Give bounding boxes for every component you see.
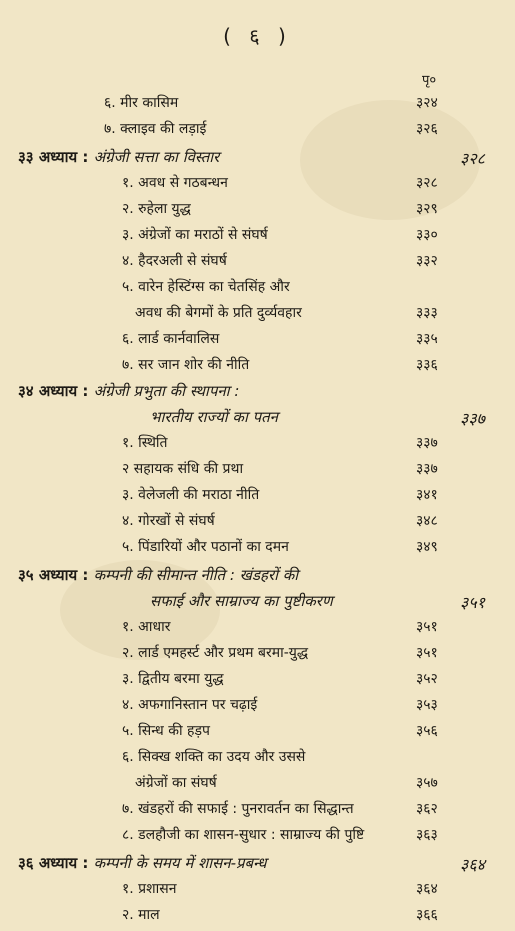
toc-entry-title: ६. मीर कासिम — [104, 95, 179, 111]
chapter-title: अंग्रेजी सत्ता का विस्तार — [93, 148, 220, 166]
toc-page-number: ३२९ — [416, 201, 438, 217]
toc-entry-title: २ सहायक संधि की प्रथा — [122, 461, 244, 477]
toc-entry-title: ५. सिन्ध की हड़प — [122, 723, 210, 739]
toc-page-number: ३५२ — [416, 671, 438, 687]
toc-entry — [0, 721, 515, 745]
toc-entry-title: अंग्रेजों का संघर्ष — [135, 775, 217, 791]
toc-entry-title: ६. लार्ड कार्नवालिस — [122, 331, 220, 347]
toc-entry-title: २. रुहेला युद्ध — [122, 201, 191, 217]
toc-entry — [0, 277, 515, 301]
chapter-heading — [0, 565, 515, 591]
toc-entry — [0, 119, 515, 143]
toc-entry — [0, 905, 515, 929]
toc-entry-title: ७. सर जान शोर की नीति — [122, 357, 250, 373]
toc-entry — [0, 879, 515, 903]
toc-entry — [0, 355, 515, 379]
page-number-header: ( ६ ) — [223, 24, 292, 48]
chapter-title: कम्पनी के समय में शासन-प्रबन्ध — [93, 854, 267, 872]
toc-entry-title: २. माल — [122, 907, 160, 923]
toc-entry-title: ४. अफगानिस्तान पर चढ़ाई — [122, 697, 258, 713]
toc-entry-title: ७. क्लाइव की लड़ाई — [104, 121, 207, 137]
toc-entry-title: ४. हैदरअली से संघर्ष — [122, 253, 227, 269]
toc-entry-title: ५. पिंडारियों और पठानों का दमन — [122, 539, 289, 555]
toc-entry — [0, 669, 515, 693]
chapter-heading — [0, 853, 515, 879]
toc-entry — [0, 459, 515, 483]
chapter-heading-continued — [0, 591, 515, 617]
toc-entry — [0, 695, 515, 719]
toc-page-number: ३५१ — [416, 645, 438, 661]
chapter-number: ३६ अध्याय : — [18, 854, 94, 872]
toc-page-number: ३५१ — [416, 619, 438, 635]
toc-entry — [0, 329, 515, 353]
toc-entry — [0, 643, 515, 667]
toc-entry — [0, 537, 515, 561]
toc-page-number: ३६४ — [460, 855, 485, 874]
chapter-title: सफाई और साम्राज्य का पुष्टीकरण — [150, 592, 333, 610]
toc-page-number: ३३७ — [416, 461, 438, 477]
toc-page-number: ३२४ — [416, 95, 438, 111]
chapter-label — [18, 853, 267, 873]
toc-page-number: ३३२ — [416, 253, 438, 269]
toc-page-number: ३५६ — [416, 723, 438, 739]
toc-entry — [0, 433, 515, 457]
toc-entry-title: ६. सिक्ख शक्ति का उदय और उससे — [122, 749, 306, 765]
toc-page-number: ३३७ — [460, 409, 485, 428]
chapter-title: अंग्रेजी प्रभुता की स्थापना : — [93, 382, 240, 400]
toc-entry-title: १. अवध से गठबन्धन — [122, 175, 228, 191]
chapter-number: ३३ अध्याय : — [18, 148, 94, 166]
toc-entry — [0, 511, 515, 535]
toc-page-number: ३३० — [416, 227, 438, 243]
toc-entry — [0, 225, 515, 249]
chapter-number: ३५ अध्याय : — [18, 566, 94, 584]
chapter-label — [18, 381, 239, 401]
toc-entry — [0, 825, 515, 849]
toc-entry-title: ३. अंग्रेजों का मराठों से संघर्ष — [122, 227, 268, 243]
toc-page-number: ३६४ — [416, 881, 438, 897]
toc-page-number: ३२८ — [460, 149, 485, 168]
page-column-label: पृ० — [422, 73, 437, 88]
chapter-heading — [0, 381, 515, 407]
toc-page-number: ३४१ — [416, 487, 438, 503]
toc-entry — [0, 617, 515, 641]
chapter-number: ३४ अध्याय : — [18, 382, 94, 400]
toc-entry-title: ७. खंडहरों की सफाई : पुनरावर्तन का सिद्धान्त — [122, 801, 354, 817]
toc-entry — [0, 93, 515, 117]
toc-entry — [0, 747, 515, 771]
toc-entry-title: ४. गोरखों से संघर्ष — [122, 513, 215, 529]
toc-entry-title: २. लार्ड एमहर्स्ट और प्रथम बरमा-युद्ध — [122, 645, 309, 661]
chapter-title: भारतीय राज्यों का पतन — [150, 408, 278, 426]
toc-page-number: ३५१ — [460, 593, 485, 612]
toc-entry-title: १. स्थिति — [122, 435, 168, 451]
toc-page-number: ३४९ — [416, 539, 438, 555]
toc-page-number: ३५३ — [416, 697, 438, 713]
toc-page-number: ३३५ — [416, 331, 438, 347]
toc-page-number: ३३३ — [416, 305, 438, 321]
chapter-label — [18, 565, 298, 585]
toc-entry — [0, 773, 515, 797]
chapter-label — [18, 147, 219, 167]
toc-entry — [0, 173, 515, 197]
toc-entry — [0, 485, 515, 509]
toc-entry — [0, 303, 515, 327]
toc-page-number: ३५७ — [416, 775, 438, 791]
chapter-heading — [0, 147, 515, 173]
toc-entry-title: ५. वारेन हेस्टिंग्स का चेतसिंह और — [122, 279, 290, 295]
toc-page-number: ३२८ — [416, 175, 438, 191]
toc-page-number: ३६२ — [416, 801, 438, 817]
toc-entry-title: १. आधार — [122, 619, 171, 635]
chapter-heading-continued — [0, 407, 515, 433]
toc-entry-title: १. प्रशासन — [122, 881, 177, 897]
chapter-title: कम्पनी की सीमान्त नीति : खंडहरों की — [93, 566, 299, 584]
toc-page-number: ३४८ — [416, 513, 438, 529]
toc-entry-title: अवध की बेगमों के प्रति दुर्व्यवहार — [135, 305, 302, 321]
toc-entry-title: ८. डलहौजी का शासन-सुधार : साम्राज्य की पुष्टि — [122, 827, 365, 843]
toc-page-number: ३६६ — [416, 907, 438, 923]
toc-page-number: ३३६ — [416, 357, 438, 373]
toc-page-number: ३२६ — [416, 121, 438, 137]
toc-entry-title: ३. द्वितीय बरमा युद्ध — [122, 671, 224, 687]
toc-entry — [0, 799, 515, 823]
toc-page-number: ३६३ — [416, 827, 438, 843]
toc-entry-title: ३. वेलेजली की मराठा नीति — [122, 487, 260, 503]
toc-entry — [0, 199, 515, 223]
toc-entry — [0, 251, 515, 275]
toc-page-number: ३३७ — [416, 435, 438, 451]
